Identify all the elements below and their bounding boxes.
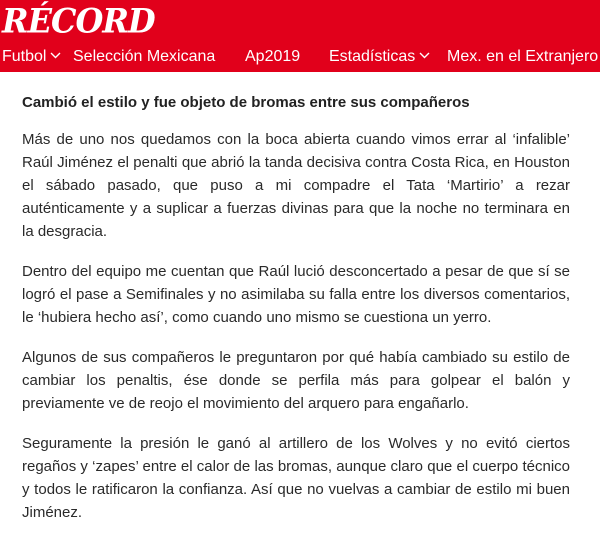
chevron-down-icon [50,42,61,70]
nav-item-label: Futbol [2,48,47,66]
article-body [22,92,570,541]
nav-item-label: Ap2019 [245,48,301,65]
nav-item-estadisticas[interactable] [329,42,430,72]
site-logo[interactable]: RÉCORD [2,1,155,41]
nav-item-label: Mex. en el Extranjero [447,48,599,66]
nav-item-futbol[interactable] [2,42,61,72]
nav-item-label: Estadísticas [329,48,416,66]
nav-item-mex-en-el-extranjero[interactable] [447,42,600,72]
article-paragraph: Seguramente la presión le ganó al artillero de los Wolves y no evitó ciertos regaños y ‘zapes’ entre el calor de las bromas, aunque claro que el cuerpo técnico y todos le ratificaron la confianza. Así que no vuelvas a cambiar de estilo mi buen Jiménez. [22,435,570,521]
nav-item-ap2019[interactable] [245,42,300,72]
chevron-down-icon [419,42,430,70]
article-paragraph: Más de uno nos quedamos con la boca abierta cuando vimos errar al ‘infalible’ Raúl Jiménez el penalti que abrió la tanda decisiva contra Costa Rica, en Houston el sábado pasado, que puso a mi compadre el Tata ‘Martirio’ a rezar auténticamente y a suplicar a fuerzas divinas para que la noche no terminara en la desgracia. [22,131,570,240]
article-subheading: Cambió el estilo y fue objeto de bromas entre sus compañeros [22,94,470,111]
article-paragraph: Dentro del equipo me cuentan que Raúl lució desconcertado a pesar de que sí se logró el pase a Semifinales y no asimilaba su falla entre los diversos comentarios, le ‘hubiera hecho así’, como cuando uno mismo se cuestiona un yerro. [22,263,570,326]
site-header [0,0,600,72]
nav-item-label: Selección Mexicana [73,48,216,65]
nav-item-seleccion-mexicana[interactable] [73,42,215,72]
article-paragraph: Algunos de sus compañeros le preguntaron por qué había cambiado su estilo de cambiar los penaltis, ése donde se perfila más para golpear el balón y previamente ve de reojo el movimiento del arquero para engañarlo. [22,349,570,412]
main-nav [0,42,600,72]
